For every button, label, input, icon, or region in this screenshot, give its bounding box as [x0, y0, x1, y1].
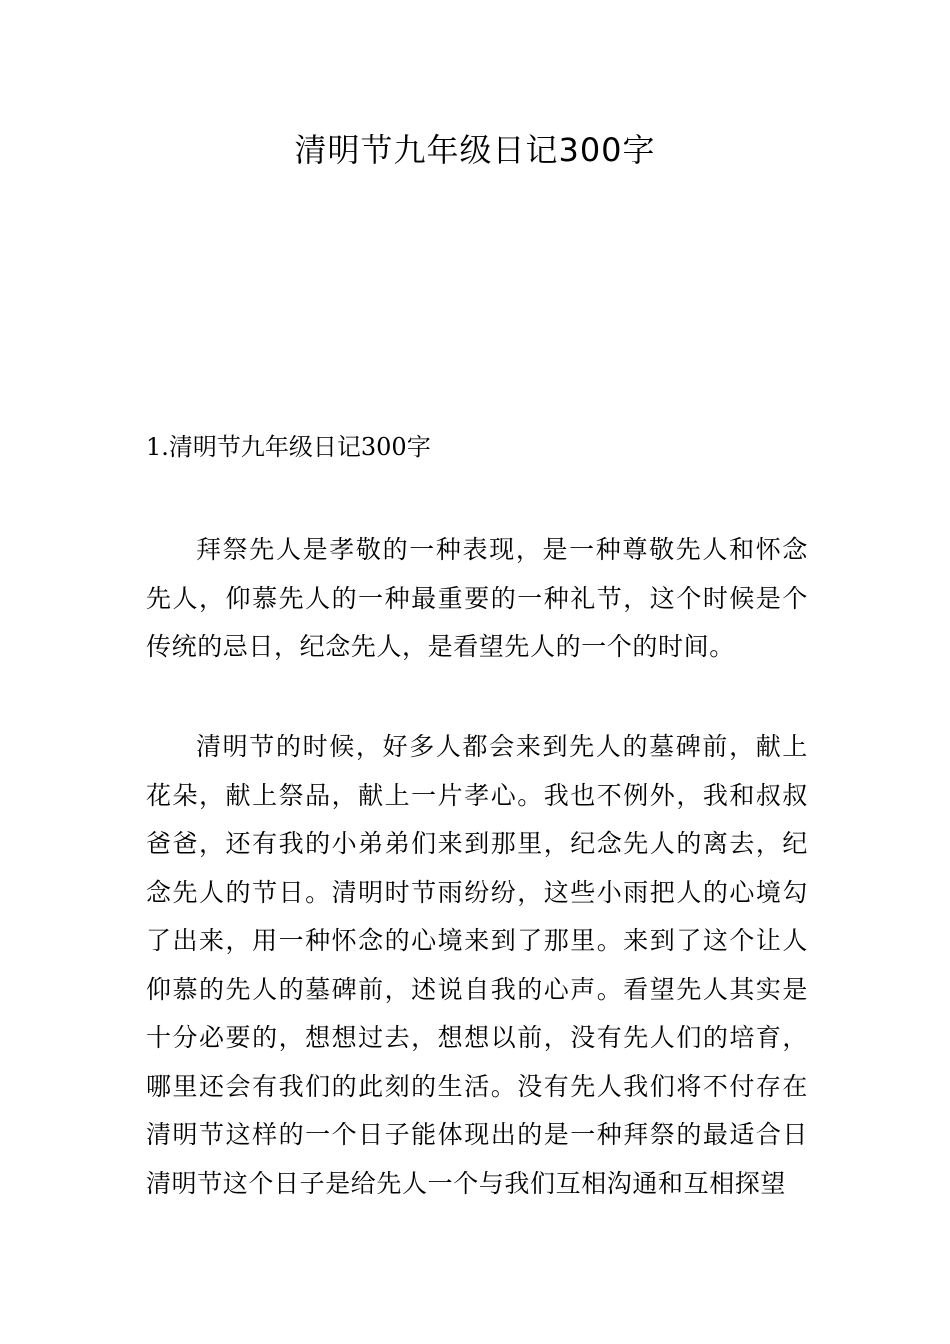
body-paragraph-1: 拜祭先人是孝敬的一种表现，是一种尊敬先人和怀念先人，仰慕先人的一种最重要的一种礼节，这个时候是个传统的忌日，纪念先人，是看望先人的一个的时间。 — [146, 535, 808, 661]
document-title: 清明节九年级日记300字 — [294, 131, 656, 169]
body-paragraph-2: 清明节的时候，好多人都会来到先人的墓碑前，献上花朵，献上祭品，献上一片孝心。我也不例外，我和叔叔爸爸，还有我的小弟弟们来到那里，纪念先人的离去，纪念先人的节日。清明时节雨纷纷，这些小雨把人的心境勾了出来，用一种怀念的心境来到了那里。来到了这个让人仰慕的先人的墓碑前，述说自我的心声。看望先人其实是十分必要的，想想过去，想想以前，没有先人们的培育，哪里还会有我们的此刻的生活。没有先人我们将不付存在清明节这样的一个日子能体现出的是一种拜祭的最适合日清明节这个日子是给先人一个与我们互相沟通和互相探望 — [146, 732, 808, 1198]
section-heading: 1.清明节九年级日记300字 — [146, 433, 431, 461]
